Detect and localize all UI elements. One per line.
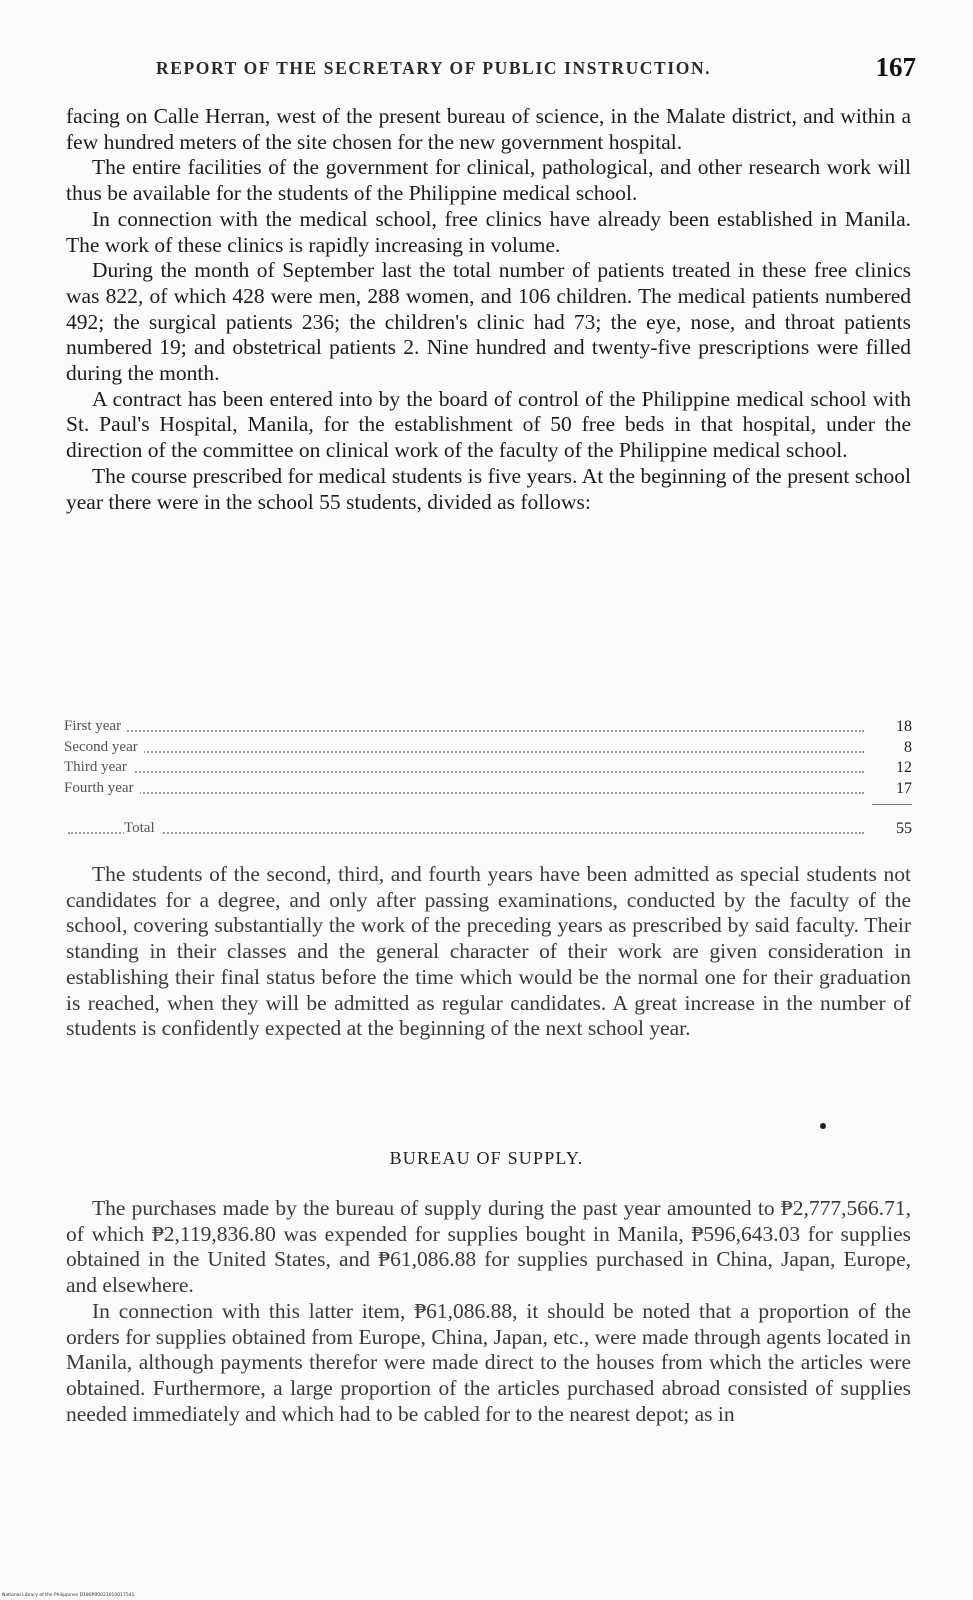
row-value: 18 — [896, 718, 912, 735]
scan-footer: National Library of the Philippines D180P00021010017541 — [2, 1593, 135, 1598]
leader-dots — [68, 771, 864, 773]
paragraph: The entire facilities of the government for clinical, pathological, and other research work will thus be available for the students of the Philippine medical school. — [66, 155, 911, 206]
body-text-bottom — [66, 1196, 911, 1427]
total-rule — [64, 800, 912, 810]
paragraph: In connection with this latter item, ₱61,086.88, it should be noted that a proportion of the orders for supplies obtained from Europe, China, Japan, etc., were made through agents located in Manila, although payments therefor were made direct to the houses from which the articles were obtained. Furthermore, a large proportion of the articles purchased abroad consisted of supplies needed immediately and which had to be cabled for to the nearest depot; as in — [66, 1298, 911, 1426]
table-row — [64, 718, 912, 739]
leader-dots — [68, 751, 864, 753]
paragraph: facing on Calle Herran, west of the present bureau of science, in the Malate district, and within a few hundred meters of the site chosen for the new government hospital. — [66, 104, 911, 154]
table-row — [64, 780, 912, 801]
leader-dots — [68, 792, 864, 794]
page-number: 167 — [875, 52, 916, 82]
body-text-middle — [66, 862, 911, 1042]
paragraph: The course prescribed for medical students is five years. At the beginning of the present school year there were in the school 55 students, divided as follows: — [66, 463, 911, 514]
leader-dots — [68, 730, 864, 732]
running-head: REPORT OF THE SECRETARY OF PUBLIC INSTRUCTION. — [156, 58, 712, 78]
row-value: 12 — [896, 759, 912, 776]
row-label: Third year — [64, 759, 133, 776]
paragraph: During the month of September last the total number of patients treated in these free clinics was 822, of which 428 were men, 288 women, and 106 children. The medical patients numbered 492; the surgical patients 236; the children's clinic had 73; the eye, nose, and throat patients numbered 19; and obstetrical patients 2. Nine hundred and twenty-five prescriptions were filled during the month. — [66, 258, 911, 386]
paragraph: The students of the second, third, and fourth years have been admitted as special students not candidates for a degree, and only after passing examinations, conducted by the faculty of the school, covering substantially the work of the preceding years as prescribed by said faculty. Their standing in their classes and the general character of their work are given consideration in establishing their final status before the time which would be the normal one for their graduation is reached, when they will be admitted as regular candidates. A great increase in the number of students is confidently expected at the beginning of the next school year. — [66, 862, 911, 1041]
total-label: Total — [124, 820, 161, 837]
paragraph: In connection with the medical school, free clinics have already been established in Manila. The work of these clinics is rapidly increasing in volume. — [66, 206, 911, 257]
row-label: Fourth year — [64, 780, 140, 797]
row-value: 8 — [904, 738, 912, 756]
paragraph: The purchases made by the bureau of supply during the past year amounted to ₱2,777,566.71, of which ₱2,119,836.80 was expended for supplies bought in Manila, ₱596,643.03 for supplies obtained in the United States, and ₱61,086.88 for supplies purchased in China, Japan, Europe, and elsewhere. — [66, 1196, 911, 1298]
total-value: 55 — [896, 820, 912, 837]
enrollment-table — [64, 718, 912, 841]
row-value: 17 — [896, 779, 912, 797]
section-heading: BUREAU OF SUPPLY. — [389, 1148, 584, 1168]
row-label: First year — [64, 718, 127, 735]
paragraph: A contract has been entered into by the board of control of the Philippine medical school with St. Paul's Hospital, Manila, for the establishment of 50 free beds in that hospital, under the direction of the committee on clinical work of the faculty of the Philippine medical school. — [66, 386, 911, 463]
page-header — [66, 52, 916, 82]
leader-dots — [68, 832, 864, 834]
table-row — [64, 739, 912, 760]
ink-dot — [820, 1123, 826, 1129]
body-text-top — [66, 104, 911, 515]
row-label: Second year — [64, 739, 144, 756]
table-row — [64, 759, 912, 780]
total-row — [64, 820, 912, 841]
